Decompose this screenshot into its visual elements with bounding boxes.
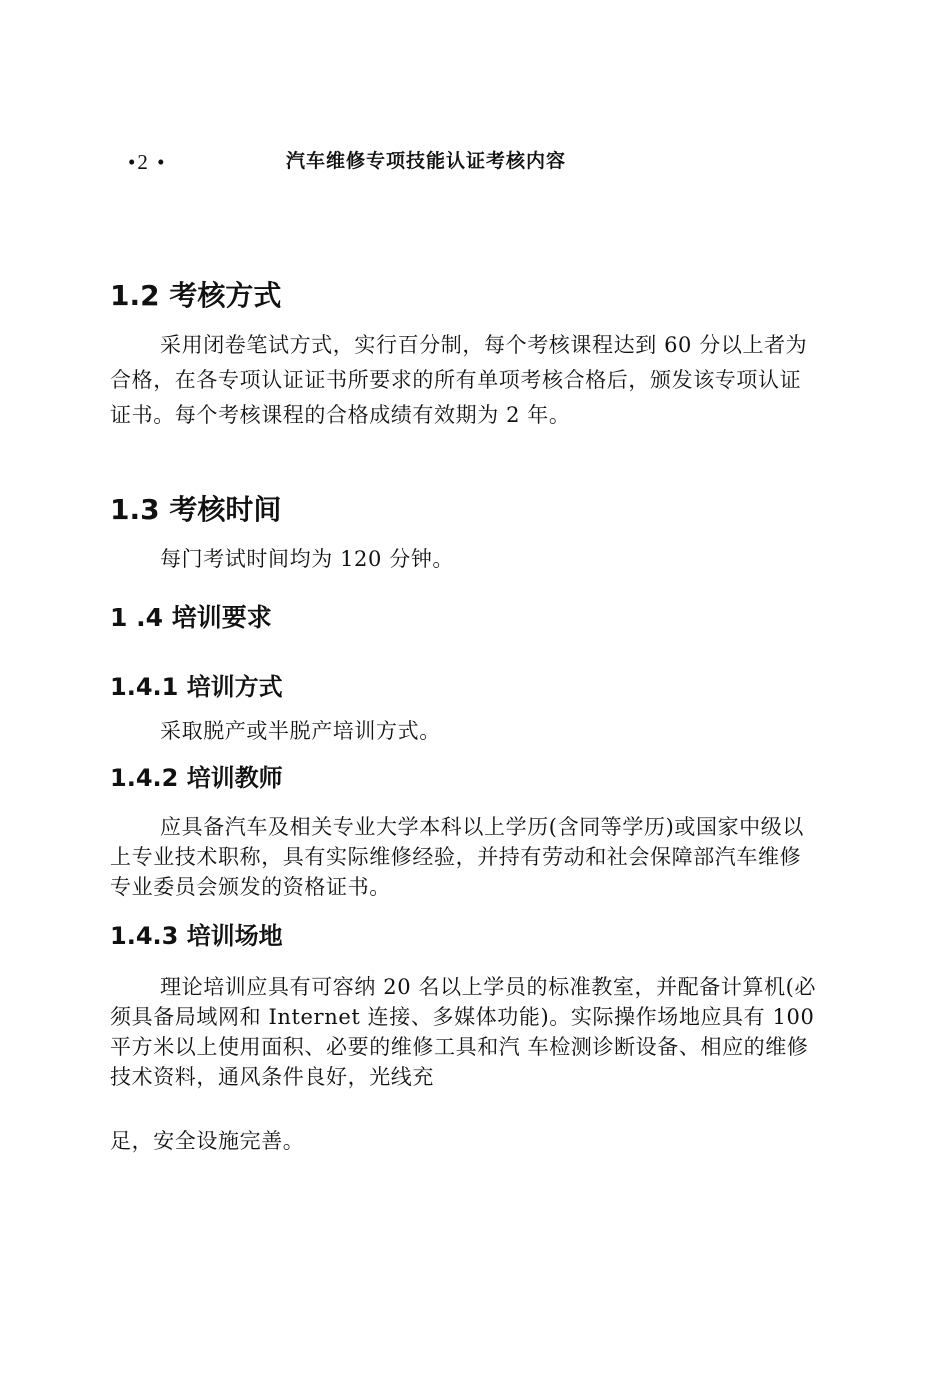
heading-1-2: 1.2 考核方式 [110,279,282,312]
paragraph-1-4-3-last-line: 足，安全设施完善。 [110,1129,305,1153]
heading-1-3: 1.3 考核时间 [110,493,282,526]
heading-1-4-3: 1.4.3 培训场地 [110,922,283,950]
heading-1-4: 1 .4 培训要求 [110,603,272,632]
page-header [128,140,748,176]
heading-1-4-2: 1.4.2 培训教师 [110,764,283,792]
running-header-title: 汽车维修专项技能认证考核内容 [286,150,567,172]
paragraph-1-4-3: 理论培训应具有可容纳 20 名以上学员的标准教室，并配备计算机(必须具备局域网和 Internet 连接、多媒体功能)。实际操作场地应具有 100 平方米以上使用面积、必要的维修工具和汽 车检测诊断设备、相应的维修技术资料，通风条件良好，光线充 [110,975,817,1089]
paragraph-1-4-1: 采取脱产或半脱产培训方式。 [160,719,441,743]
paragraph-1-2: 采用闭卷笔试方式，实行百分制，每个考核课程达到 60 分以上者为合格，在各专项认证证书所要求的所有单项考核合格后，颁发该专项认证证书。每个考核课程的合格成绩有效期为 2 年。 [110,333,808,427]
paragraph-1-4-2: 应具备汽车及相关专业大学本科以上学历(含同等学历)或国家中级以上专业技术职称，具有实际维修经验，并持有劳动和社会保障部汽车维修专业委员会颁发的资格证书。 [110,815,804,899]
page-number: •2 • [128,150,167,174]
heading-1-4-1: 1.4.1 培训方式 [110,673,283,701]
paragraph-1-3: 每门考试时间均为 120 分钟。 [160,547,455,571]
